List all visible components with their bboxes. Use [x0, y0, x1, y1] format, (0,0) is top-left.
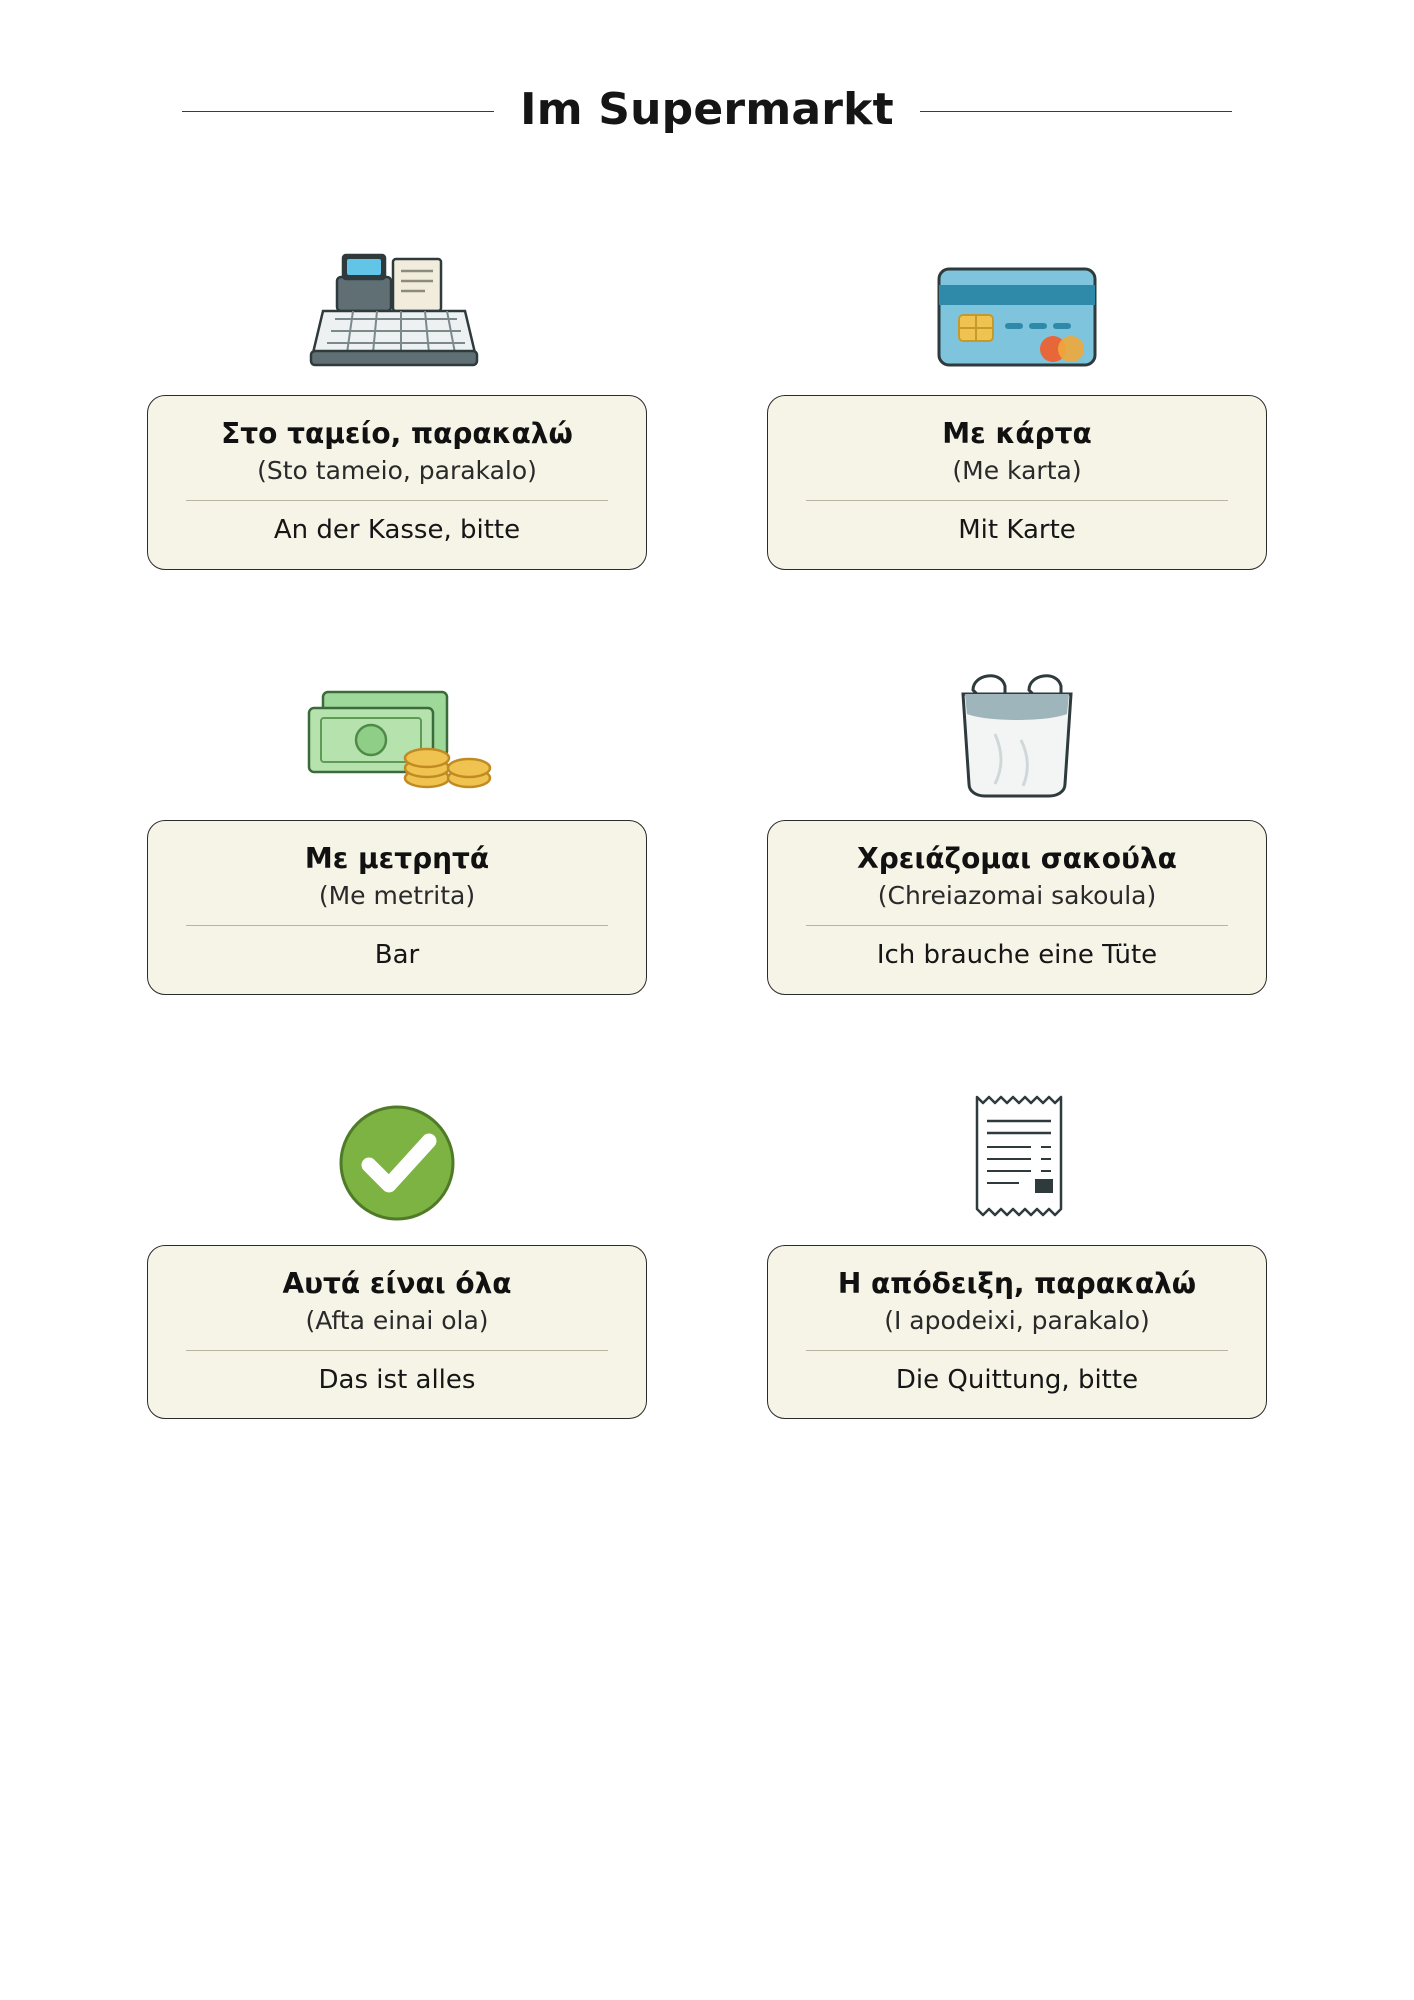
card-divider	[806, 925, 1228, 926]
phrase-cell	[767, 656, 1267, 995]
card-divider	[806, 1350, 1228, 1351]
greek-phrase: Με μετρητά	[304, 841, 490, 875]
cash-money-icon	[287, 656, 507, 806]
transliteration: (Afta einai ola)	[305, 1305, 489, 1335]
card-divider	[186, 925, 608, 926]
phrase-cell	[147, 656, 647, 995]
german-translation: Die Quittung, bitte	[895, 1364, 1139, 1395]
transliteration: (Chreiazomai sakoula)	[877, 880, 1157, 910]
plastic-bag-icon	[917, 656, 1117, 806]
phrase-cell	[767, 231, 1267, 570]
transliteration: (Sto tameio, parakalo)	[257, 456, 537, 485]
german-translation: Ich brauche eine Tüte	[876, 940, 1158, 970]
phrase-cell	[147, 1081, 647, 1420]
german-translation: Bar	[374, 940, 420, 970]
header-rule-left	[182, 111, 494, 112]
page-header	[0, 0, 1414, 135]
greek-phrase: Αυτά είναι όλα	[282, 1266, 512, 1300]
phrase-card	[147, 820, 647, 995]
phrase-card-grid	[147, 231, 1267, 1419]
phrase-card	[147, 395, 647, 570]
greek-phrase: Με κάρτα	[942, 417, 1092, 450]
phrase-cell	[147, 231, 647, 570]
phrase-card	[767, 395, 1267, 570]
transliteration: (Me karta)	[952, 456, 1082, 485]
cash-register-icon	[297, 231, 497, 381]
german-translation: An der Kasse, bitte	[273, 515, 521, 546]
greek-phrase: Χρειάζομαι σακούλα	[857, 841, 1177, 875]
green-check-circle-icon	[317, 1081, 477, 1231]
phrase-card	[147, 1245, 647, 1420]
phrase-card	[767, 1245, 1267, 1420]
phrase-card	[767, 820, 1267, 995]
credit-card-icon	[917, 231, 1117, 381]
phrase-cell	[767, 1081, 1267, 1420]
transliteration: (I apodeixi, parakalo)	[884, 1305, 1150, 1335]
receipt-icon	[927, 1081, 1107, 1231]
greek-phrase: Η απόδειξη, παρακαλώ	[837, 1266, 1197, 1300]
card-divider	[186, 1350, 608, 1351]
german-translation: Das ist alles	[318, 1364, 476, 1395]
card-divider	[186, 500, 608, 501]
greek-phrase: Στο ταμείο, παρακαλώ	[221, 417, 573, 450]
transliteration: (Me metrita)	[318, 880, 476, 910]
header-rule-right	[920, 111, 1232, 112]
page-title: Im Supermarkt	[520, 84, 894, 135]
card-divider	[806, 500, 1228, 501]
german-translation: Mit Karte	[958, 515, 1076, 546]
